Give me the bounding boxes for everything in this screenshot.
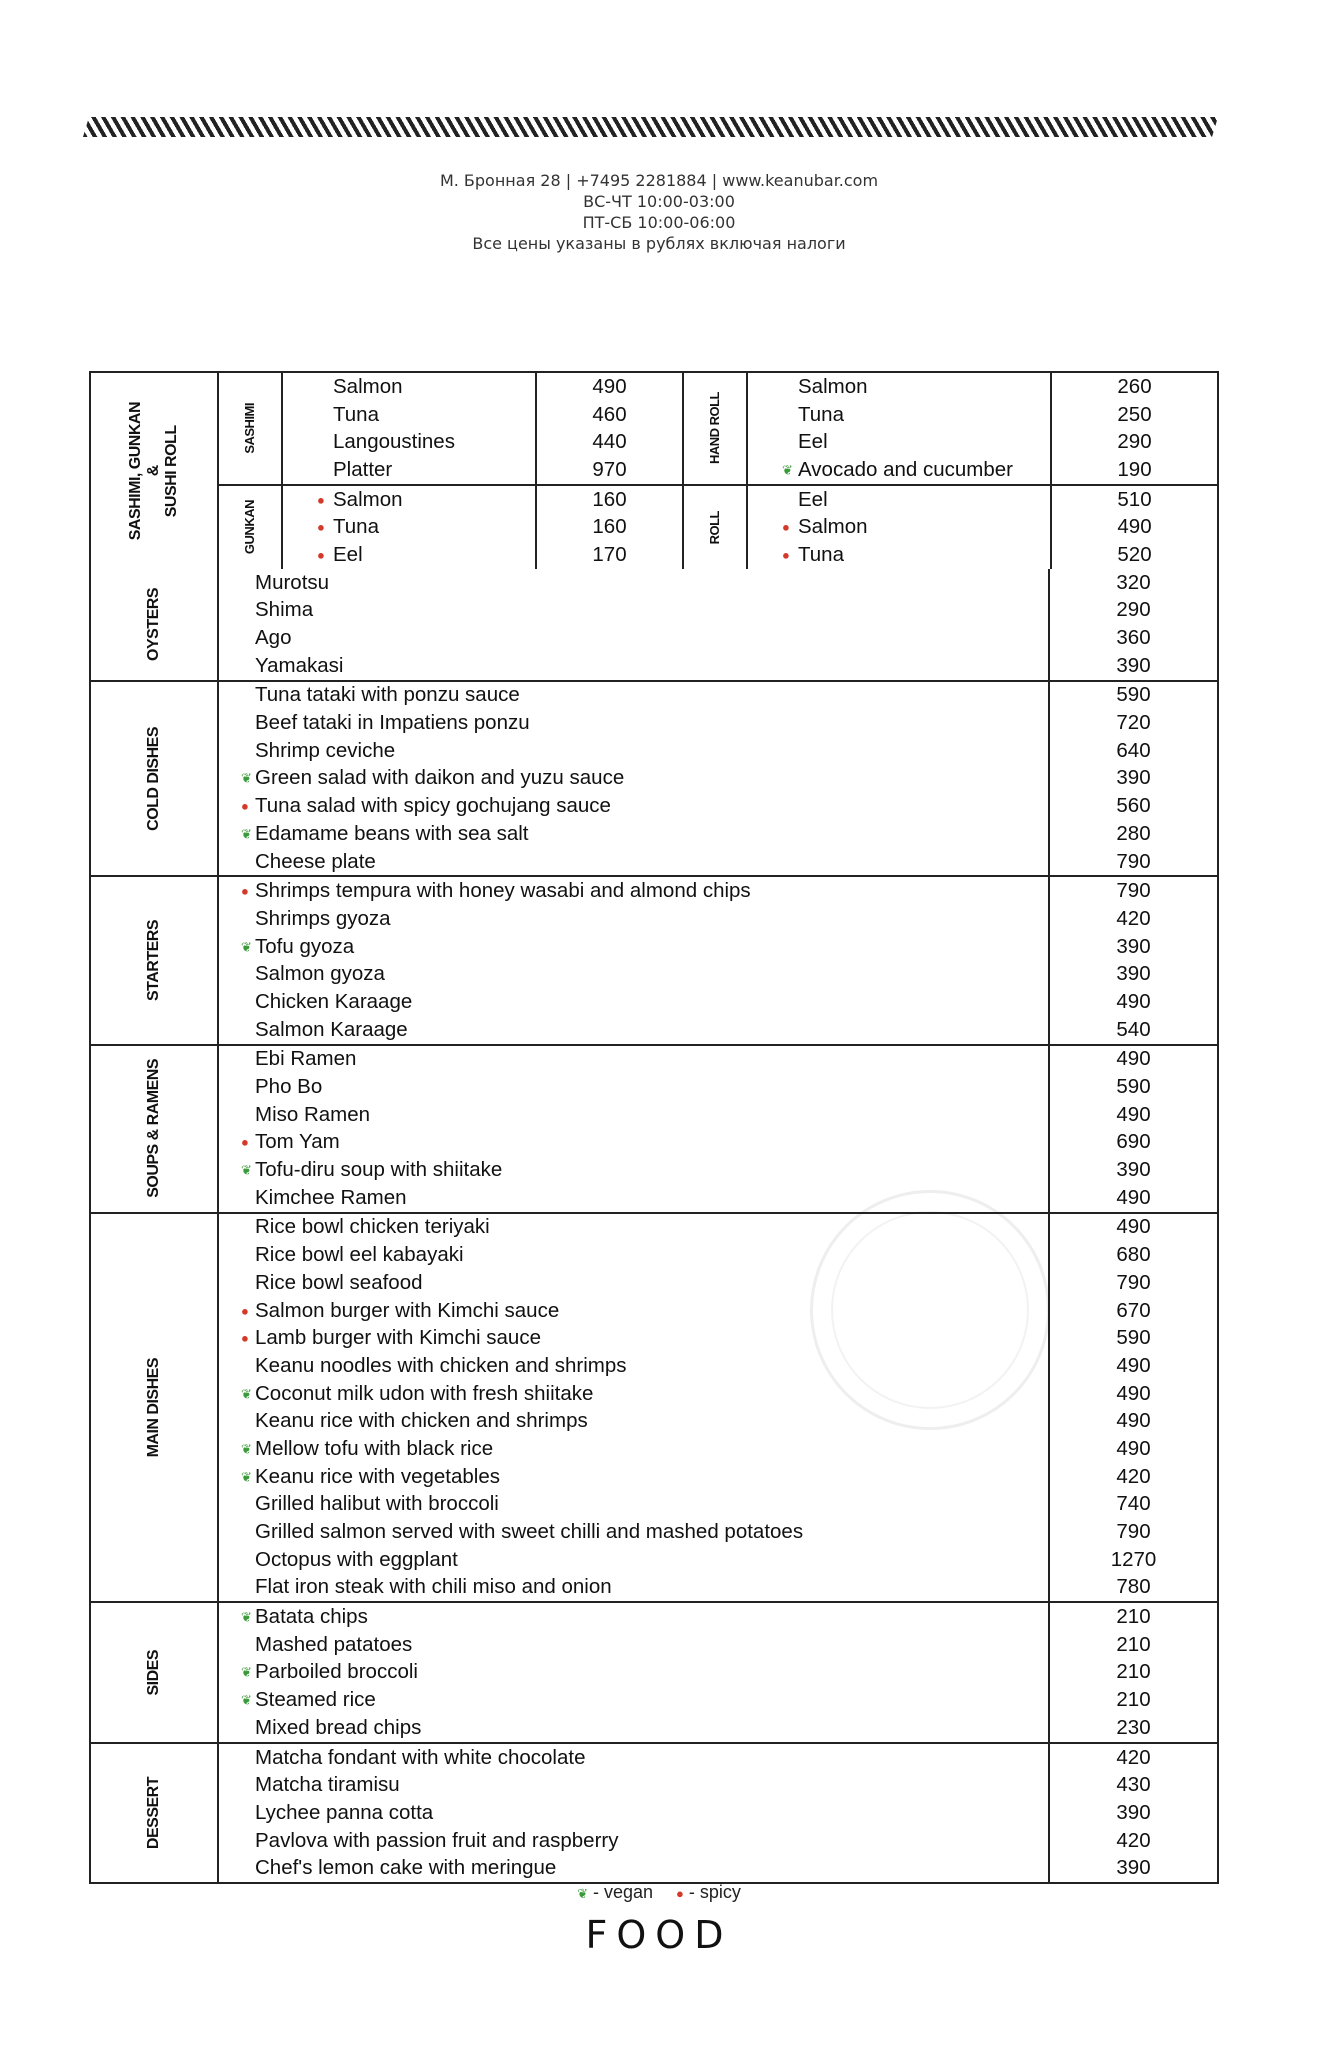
dish-name: Keanu noodles with chicken and shrimps xyxy=(255,1353,627,1377)
dish-name: Steamed rice xyxy=(255,1688,376,1712)
subsection-sashimi xyxy=(219,373,682,484)
menu-item-row xyxy=(283,401,682,429)
dish-name: Flat iron steak with chili miso and onion xyxy=(255,1575,612,1599)
dish-price: 640 xyxy=(1048,737,1217,765)
menu-item-row xyxy=(219,1771,1217,1799)
chili-drop-icon: ● xyxy=(241,1330,249,1346)
dish-price: 490 xyxy=(592,374,627,398)
section-label: SOUPS & RAMENS xyxy=(145,1059,162,1198)
menu-item-row xyxy=(219,597,1217,625)
leaf-icon: ❦ xyxy=(241,1664,252,1680)
dish-price: 490 xyxy=(1048,1380,1217,1408)
section-label: MAIN DISHES xyxy=(145,1357,162,1458)
dish-name: Green salad with daikon and yuzu sauce xyxy=(255,766,625,790)
dish-price: 970 xyxy=(592,457,627,481)
menu-item-row xyxy=(219,1016,1217,1044)
dish-name: Cheese plate xyxy=(255,849,376,873)
dish-name: Pavlova with passion fruit and raspberry xyxy=(255,1828,619,1852)
menu-item-row xyxy=(219,1101,1217,1129)
dish-name: Matcha tiramisu xyxy=(255,1773,400,1797)
dish-name: Lamb burger with Kimchi sauce xyxy=(255,1326,541,1350)
dish-name: Salmon xyxy=(333,374,403,398)
menu-item-row xyxy=(219,1269,1217,1297)
dish-name: Tuna xyxy=(798,542,844,566)
leaf-icon: ❦ xyxy=(241,1441,252,1457)
chili-drop-icon: ● xyxy=(317,519,325,535)
menu-item-row xyxy=(219,1073,1217,1101)
dish-price: 260 xyxy=(1117,374,1152,398)
dish-price: 210 xyxy=(1048,1659,1217,1687)
dish-name: Salmon burger with Kimchi sauce xyxy=(255,1298,560,1322)
subsection-label: ROLL xyxy=(707,510,722,544)
dish-name: Langoustines xyxy=(333,430,455,454)
dish-price: 670 xyxy=(1048,1297,1217,1325)
dish-price: 590 xyxy=(1048,1073,1217,1101)
dish-price: 210 xyxy=(1048,1686,1217,1714)
leaf-icon: ❦ xyxy=(241,826,252,842)
dish-name: Matcha fondant with white chocolate xyxy=(255,1745,586,1769)
address-line: М. Бронная 28 | +7495 2281884 | www.keanubar.com xyxy=(439,171,879,190)
menu-item-row xyxy=(748,513,1217,541)
subsection-roll xyxy=(684,484,1217,569)
dish-name: Tofu-diru soup with shiitake xyxy=(255,1158,503,1182)
chili-drop-icon: ● xyxy=(317,492,325,508)
page-title: FOOD xyxy=(585,1913,733,1957)
menu-item-row xyxy=(219,820,1217,848)
menu-item-row xyxy=(748,401,1217,429)
leaf-icon: ❦ xyxy=(241,1692,252,1708)
menu-item-row xyxy=(219,988,1217,1016)
hours-line-weekdays: ВС-ЧТ 10:00-03:00 xyxy=(583,192,735,211)
menu-item-row xyxy=(219,1631,1217,1659)
dish-price: 420 xyxy=(1048,905,1217,933)
section-label: OYSTERS xyxy=(145,587,162,661)
subsection-gunkan xyxy=(219,484,682,569)
menu-item-row xyxy=(219,1854,1217,1882)
dish-price: 160 xyxy=(592,487,627,511)
dish-price: 680 xyxy=(1048,1241,1217,1269)
section-sashimi-gunkan-sushi-roll xyxy=(91,373,1217,569)
dish-name: Parboiled broccoli xyxy=(255,1660,418,1684)
dish-price: 390 xyxy=(1048,933,1217,961)
dish-name: Mixed bread chips xyxy=(255,1715,422,1739)
dish-name: Miso Ramen xyxy=(255,1102,371,1126)
menu-item-row xyxy=(219,682,1217,710)
section-oysters xyxy=(91,569,1217,680)
dish-name: Tuna salad with spicy gochujang sauce xyxy=(255,794,611,818)
dish-price: 790 xyxy=(1048,1269,1217,1297)
dish-price: 490 xyxy=(1048,1352,1217,1380)
section-label: DESSERT xyxy=(145,1776,162,1849)
section-label: SIDES xyxy=(145,1649,162,1696)
legend-spicy-label: - spicy xyxy=(688,1882,741,1902)
menu-item-row xyxy=(219,1463,1217,1491)
dish-price: 430 xyxy=(1048,1771,1217,1799)
menu-item-row xyxy=(219,1324,1217,1352)
menu-item-row xyxy=(219,848,1217,876)
dish-name: Rice bowl eel kabayaki xyxy=(255,1243,464,1267)
subsection-label: SASHIMI xyxy=(242,403,257,454)
menu-item-row xyxy=(283,428,682,456)
dish-price: 290 xyxy=(1117,430,1152,454)
menu-item-row xyxy=(219,1827,1217,1855)
menu-header xyxy=(0,170,1318,254)
dish-price: 230 xyxy=(1048,1714,1217,1742)
dish-name: Mellow tofu with black rice xyxy=(255,1436,494,1460)
menu-item-row xyxy=(219,877,1217,905)
subsection-hand-roll xyxy=(684,373,1217,484)
dish-price: 490 xyxy=(1048,1046,1217,1074)
dish-name: Tuna xyxy=(333,402,379,426)
menu-item-row xyxy=(219,1156,1217,1184)
menu-item-row xyxy=(219,792,1217,820)
menu-item-row xyxy=(748,541,1217,569)
chili-drop-icon: ● xyxy=(241,883,249,899)
decorative-hatch-band xyxy=(83,117,1218,137)
section-label: SASHIMI, GUNKAN & SUSHI ROLL xyxy=(91,373,219,569)
menu-item-row xyxy=(219,1407,1217,1435)
dish-name: Chicken Karaage xyxy=(255,989,413,1013)
menu-item-row xyxy=(219,1546,1217,1574)
dish-price: 490 xyxy=(1048,1214,1217,1242)
menu-item-row xyxy=(219,933,1217,961)
dish-price: 460 xyxy=(592,402,627,426)
dish-price: 520 xyxy=(1117,542,1152,566)
section-cold-dishes xyxy=(91,680,1217,876)
dish-price: 210 xyxy=(1048,1631,1217,1659)
menu-item-row xyxy=(748,373,1217,401)
menu-item-row xyxy=(219,1659,1217,1687)
dish-name: Salmon xyxy=(333,487,403,511)
dish-name: Grilled halibut with broccoli xyxy=(255,1492,499,1516)
leaf-icon: ❦ xyxy=(241,1162,252,1178)
section-label: STARTERS xyxy=(145,919,162,1001)
dish-name: Eel xyxy=(798,487,828,511)
menu-item-row xyxy=(219,1686,1217,1714)
dish-name: Edamame beans with sea salt xyxy=(255,821,529,845)
dish-price: 510 xyxy=(1117,487,1152,511)
dish-name: Avocado and cucumber xyxy=(798,457,1014,481)
section-dessert xyxy=(91,1742,1217,1882)
dish-name: Yamakasi xyxy=(255,653,344,677)
dish-price: 390 xyxy=(1048,1854,1217,1882)
dish-name: Rice bowl chicken teriyaki xyxy=(255,1215,490,1239)
chili-drop-icon: ● xyxy=(241,798,249,814)
dish-name: Eel xyxy=(798,430,828,454)
dish-name: Tuna xyxy=(798,402,844,426)
dish-price: 490 xyxy=(1117,515,1152,539)
legend xyxy=(0,1882,1318,1903)
menu-item-row xyxy=(219,624,1217,652)
dish-price: 420 xyxy=(1048,1463,1217,1491)
dish-name: Chef's lemon cake with meringue xyxy=(255,1856,557,1880)
menu-item-row xyxy=(283,513,682,541)
dish-price: 290 xyxy=(1048,597,1217,625)
menu-item-row xyxy=(219,1241,1217,1269)
dish-name: Ago xyxy=(255,626,292,650)
hours-line-weekend: ПТ-СБ 10:00-06:00 xyxy=(582,213,736,232)
dish-name: Eel xyxy=(333,542,363,566)
dish-name: Shima xyxy=(255,598,314,622)
dish-name: Kimchee Ramen xyxy=(255,1185,407,1209)
dish-price: 420 xyxy=(1048,1744,1217,1772)
section-soups-ramens xyxy=(91,1044,1217,1212)
dish-name: Shrimps gyoza xyxy=(255,906,391,930)
menu-item-row xyxy=(219,1184,1217,1212)
dish-price: 420 xyxy=(1048,1827,1217,1855)
menu-item-row xyxy=(219,569,1217,597)
menu-item-row xyxy=(219,1129,1217,1157)
chili-drop-icon: ● xyxy=(241,1134,249,1150)
leaf-icon: ❦ xyxy=(241,1386,252,1402)
menu-item-row xyxy=(219,1799,1217,1827)
menu-item-row xyxy=(219,765,1217,793)
dish-price: 160 xyxy=(592,515,627,539)
dish-price: 560 xyxy=(1048,792,1217,820)
dish-price: 690 xyxy=(1048,1129,1217,1157)
dish-price: 790 xyxy=(1048,848,1217,876)
dish-price: 1270 xyxy=(1048,1546,1217,1574)
dish-price: 390 xyxy=(1048,652,1217,680)
dish-name: Ebi Ramen xyxy=(255,1047,357,1071)
menu-item-row xyxy=(219,1435,1217,1463)
dish-price: 490 xyxy=(1048,1184,1217,1212)
menu-item-row xyxy=(283,541,682,569)
chili-drop-icon: ● xyxy=(317,547,325,563)
menu-item-row xyxy=(219,709,1217,737)
leaf-icon: ❦ xyxy=(241,1469,252,1485)
chili-drop-icon: ● xyxy=(241,1303,249,1319)
chili-drop-icon: ● xyxy=(676,1886,684,1901)
dish-name: Tofu gyoza xyxy=(255,934,355,958)
menu-item-row xyxy=(748,486,1217,514)
dish-price: 190 xyxy=(1117,457,1152,481)
dish-price: 250 xyxy=(1117,402,1152,426)
menu-item-row xyxy=(219,1744,1217,1772)
dish-price: 490 xyxy=(1048,988,1217,1016)
dish-price: 740 xyxy=(1048,1491,1217,1519)
section-label: COLD DISHES xyxy=(145,726,162,831)
dish-price: 790 xyxy=(1048,1518,1217,1546)
dish-name: Grilled salmon served with sweet chilli and mashed potatoes xyxy=(255,1520,804,1544)
dish-price: 390 xyxy=(1048,1156,1217,1184)
dish-name: Salmon gyoza xyxy=(255,962,385,986)
dish-name: Coconut milk udon with fresh shiitake xyxy=(255,1381,594,1405)
menu-item-row xyxy=(748,456,1217,484)
chili-drop-icon: ● xyxy=(782,547,790,563)
section-sides xyxy=(91,1601,1217,1741)
menu-item-row xyxy=(219,1297,1217,1325)
dish-name: Beef tataki in Impatiens ponzu xyxy=(255,711,530,735)
chili-drop-icon: ● xyxy=(782,519,790,535)
dish-name: Lychee panna cotta xyxy=(255,1800,434,1824)
menu-item-row xyxy=(219,960,1217,988)
dish-name: Keanu rice with vegetables xyxy=(255,1464,501,1488)
dish-price: 390 xyxy=(1048,1799,1217,1827)
menu-item-row xyxy=(219,737,1217,765)
dish-price: 590 xyxy=(1048,1324,1217,1352)
leaf-icon: ❦ xyxy=(782,462,793,478)
dish-name: Platter xyxy=(333,457,393,481)
dish-price: 390 xyxy=(1048,960,1217,988)
dish-name: Tuna xyxy=(333,515,379,539)
dish-price: 360 xyxy=(1048,624,1217,652)
dish-price: 210 xyxy=(1048,1603,1217,1631)
dish-price: 790 xyxy=(1048,877,1217,905)
menu-item-row xyxy=(283,486,682,514)
prices-note: Все цены указаны в рублях включая налоги xyxy=(472,234,846,253)
dish-name: Keanu rice with chicken and shrimps xyxy=(255,1409,588,1433)
menu-item-row xyxy=(219,905,1217,933)
menu-item-row xyxy=(283,456,682,484)
dish-price: 440 xyxy=(592,430,627,454)
leaf-icon: ❦ xyxy=(241,939,252,955)
dish-price: 590 xyxy=(1048,682,1217,710)
leaf-icon: ❦ xyxy=(241,1609,252,1625)
menu-item-row xyxy=(219,1380,1217,1408)
dish-price: 780 xyxy=(1048,1574,1217,1602)
leaf-icon: ❦ xyxy=(241,770,252,786)
dish-name: Batata chips xyxy=(255,1605,368,1629)
dish-name: Salmon xyxy=(798,374,868,398)
dish-name: Shrimp ceviche xyxy=(255,738,396,762)
legend-vegan-label: - vegan xyxy=(592,1882,654,1902)
section-starters xyxy=(91,875,1217,1043)
menu-item-row xyxy=(219,652,1217,680)
dish-name: Shrimps tempura with honey wasabi and almond chips xyxy=(255,879,751,903)
subsection-label: HAND ROLL xyxy=(707,392,722,465)
subsection-label: GUNKAN xyxy=(242,500,257,555)
menu-item-row xyxy=(219,1574,1217,1602)
dish-price: 170 xyxy=(592,542,627,566)
leaf-icon: ❦ xyxy=(577,1886,588,1901)
menu-table xyxy=(89,371,1219,1884)
menu-item-row xyxy=(219,1491,1217,1519)
dish-price: 390 xyxy=(1048,765,1217,793)
dish-name: Mashed patatoes xyxy=(255,1632,413,1656)
dish-name: Tom Yam xyxy=(255,1130,340,1154)
menu-item-row xyxy=(283,373,682,401)
dish-name: Rice bowl seafood xyxy=(255,1270,423,1294)
dish-name: Octopus with eggplant xyxy=(255,1547,458,1571)
dish-name: Salmon xyxy=(798,515,868,539)
menu-item-row xyxy=(219,1603,1217,1631)
dish-price: 720 xyxy=(1048,709,1217,737)
dish-price: 490 xyxy=(1048,1435,1217,1463)
menu-item-row xyxy=(219,1352,1217,1380)
dish-name: Tuna tataki with ponzu sauce xyxy=(255,683,520,707)
dish-price: 540 xyxy=(1048,1016,1217,1044)
menu-item-row xyxy=(219,1518,1217,1546)
dish-price: 490 xyxy=(1048,1101,1217,1129)
menu-item-row xyxy=(748,428,1217,456)
menu-item-row xyxy=(219,1714,1217,1742)
dish-name: Salmon Karaage xyxy=(255,1017,408,1041)
dish-price: 320 xyxy=(1048,569,1217,597)
dish-price: 490 xyxy=(1048,1407,1217,1435)
dish-price: 280 xyxy=(1048,820,1217,848)
section-main-dishes xyxy=(91,1212,1217,1602)
menu-item-row xyxy=(219,1214,1217,1242)
dish-name: Pho Bo xyxy=(255,1075,323,1099)
menu-item-row xyxy=(219,1046,1217,1074)
dish-name: Murotsu xyxy=(255,570,330,594)
